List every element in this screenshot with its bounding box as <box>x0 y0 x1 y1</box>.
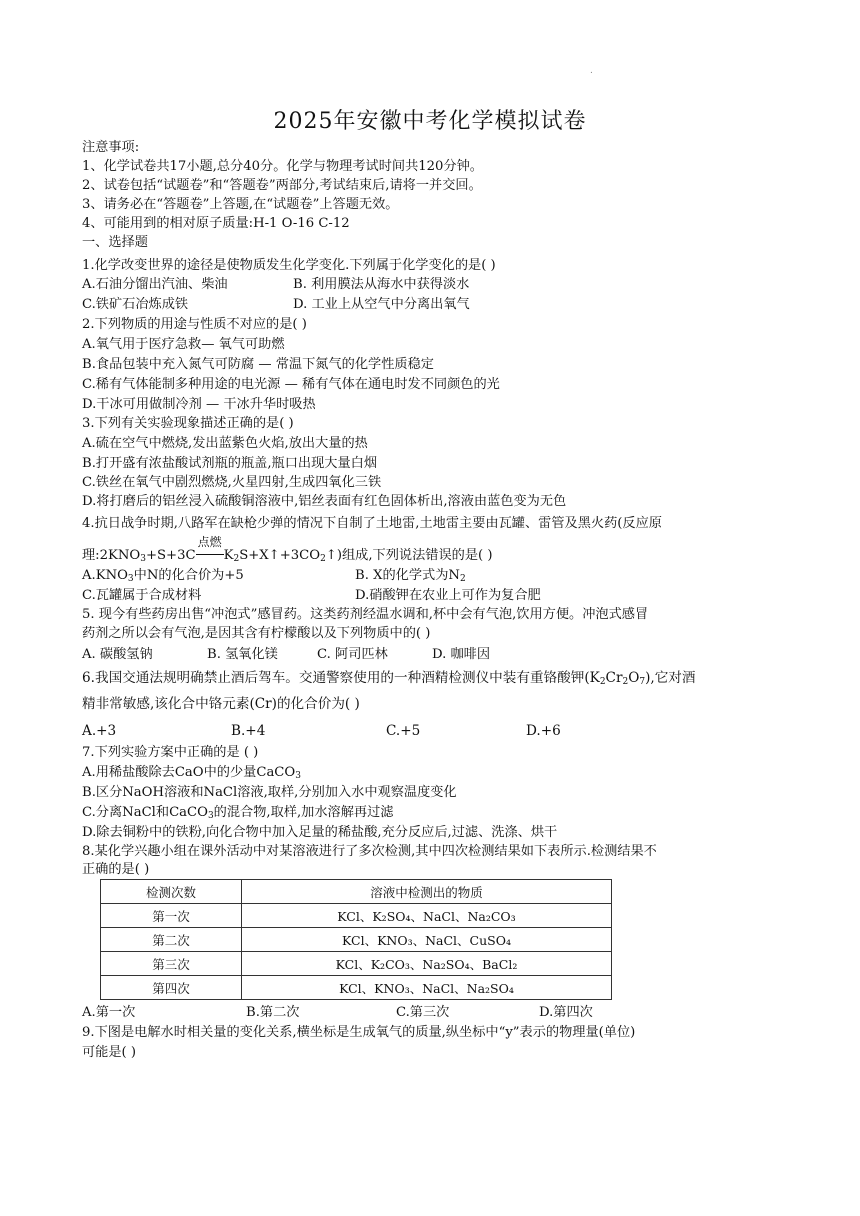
q1-option-c: C.铁矿石冶炼成铁 <box>82 297 189 312</box>
q6-option-c: C.+5 <box>386 723 421 739</box>
notes-heading: 注意事项: <box>82 140 140 155</box>
q4-sub: 3 <box>140 554 146 564</box>
q7-stem: 7.下列实验方案中正确的是 ( ) <box>82 745 259 760</box>
q4-sub: 2 <box>459 574 466 584</box>
q7-sub: 3 <box>295 771 301 781</box>
table-cell: 第三次 <box>101 952 242 976</box>
page-title: 2025年安徽中考化学模拟试卷 <box>273 109 587 134</box>
q4-option-b-text: B. X的化学式为N <box>355 568 460 583</box>
note-item: 1、化学试卷共17小题,总分40分。化学与物理考试时间共120分钟。 <box>82 159 483 174</box>
q1-option-b: B. 利用膜法从海水中获得淡水 <box>293 277 470 292</box>
table-cell: 第四次 <box>101 976 242 1000</box>
q3-stem: 3.下列有关实验现象描述正确的是( ) <box>82 416 294 431</box>
q8-option-b: B.第二次 <box>246 1005 300 1020</box>
q6-stem-line2: 精非常敏感,该化合中铬元素(Cr)的化合价为( ) <box>82 696 360 712</box>
q6-sub: 7 <box>639 677 646 687</box>
q4-sub: 2 <box>320 554 326 564</box>
q4-sub: 3 <box>127 574 134 584</box>
q8-stem-line2: 正确的是( ) <box>82 862 150 877</box>
q7-option-d: D.除去铜粉中的铁粉,向化合物中加入足量的稀盐酸,充分反应后,过滤、洗涤、烘干 <box>82 825 558 840</box>
q4-option-c: C.瓦罐属于合成材料 <box>82 588 202 603</box>
q8-option-d: D.第四次 <box>539 1005 593 1020</box>
q8-option-a: A.第一次 <box>82 1005 136 1020</box>
q7-option-a-text: A.用稀盐酸除去CaO中的少量CaCO <box>82 765 296 780</box>
note-item: 2、试卷包括“试题卷”和“答题卷”两部分,考试结束后,请将一并交回。 <box>82 178 482 193</box>
table-header: 检测次数 <box>101 880 242 904</box>
q9-stem-line1: 9.下图是电解水时相关量的变化关系,横坐标是生成氧气的质量,纵坐标中“y”表示的物理量(单位) <box>82 1025 636 1040</box>
note-item: 3、请务必在“答题卷”上答题,在“试题卷”上答题无效。 <box>82 197 399 212</box>
q6-formula-o: O <box>628 670 640 686</box>
q5-stem-line1: 5. 现今有些药房出售“冲泡式”感冒药。这类药剂经温水调和,杯中会有气泡,饮用方便。冲泡式感冒 <box>82 607 649 622</box>
q4-equation-products: S+X↑+3CO <box>239 548 321 563</box>
table-row <box>101 952 612 976</box>
q4-stem-line1: 4.抗日战争时期,八路军在缺枪少弹的情况下自制了土地雷,土地雷主要由瓦罐、雷管及黑火药(反应原 <box>82 516 662 531</box>
q8-stem-line1: 8.某化学兴趣小组在课外活动中对某溶液进行了多次检测,其中四次检测结果如下表所示.检测结果不 <box>82 844 657 859</box>
q2-option-b: B.食品包装中充入氮气可防腐 — 常温下氮气的化学性质稳定 <box>82 357 434 372</box>
q6-sub: 2 <box>622 677 629 687</box>
table-row <box>101 976 612 1000</box>
table-cell: 第一次 <box>101 904 242 928</box>
q7-sub: 3 <box>207 811 214 821</box>
q4-condition-arrow <box>196 554 224 555</box>
q5-option-d: D. 咖啡因 <box>432 647 491 662</box>
q6-stem-line1 <box>82 668 695 692</box>
table-row <box>101 904 612 928</box>
q2-option-d: D.干冰可用做制冷剂 — 干冰升华时吸热 <box>82 397 316 412</box>
q3-option-c: C.铁丝在氧气中剧烈燃烧,火星四射,生成四氧化三铁 <box>82 475 382 490</box>
q1-option-a: A.石油分馏出汽油、柴油 <box>82 277 228 292</box>
table-cell: KCl、K₂SO₄、NaCl、Na₂CO₃ <box>242 904 612 928</box>
q1-option-d: D. 工业上从空气中分离出氧气 <box>293 297 470 312</box>
table-cell: 第二次 <box>101 928 242 952</box>
q4-equation-left: 理:2KNO <box>82 548 141 563</box>
q6-option-b: B.+4 <box>231 723 266 739</box>
table-cell: KCl、KNO₃、NaCl、Na₂SO₄ <box>242 976 612 1000</box>
q7-option-c-text: C.分离NaCl和CaCO <box>82 805 208 820</box>
q4-option-d: D.硝酸钾在农业上可作为复合肥 <box>355 588 541 603</box>
q6-sub: 2 <box>599 677 606 687</box>
q5-stem-line2: 药剂之所以会有气泡,是因其含有柠檬酸以及下列物质中的( ) <box>82 626 431 641</box>
q4-option-a-text: 中N的化合价为+5 <box>133 568 244 583</box>
table-header: 溶液中检测出的物质 <box>242 880 612 904</box>
q4-option-a-text: A.KNO <box>82 568 128 583</box>
q5-option-b: B. 氢氧化镁 <box>207 647 278 662</box>
q3-option-d: D.将打磨后的铝丝浸入硫酸铜溶液中,铝丝表面有红色固体析出,溶液由蓝色变为无色 <box>82 494 567 509</box>
q5-option-c: C. 阿司匹林 <box>317 647 388 662</box>
q4-k: K <box>223 548 234 563</box>
table-header-row <box>101 880 612 904</box>
table-row <box>101 928 612 952</box>
q4-condition-label: 点燃 <box>197 535 222 549</box>
note-item: 4、可能用到的相对原子质量:H-1 O-16 C-12 <box>82 216 350 231</box>
q4-equation-reactants: +S+3C <box>145 548 196 563</box>
q5-option-a: A. 碳酸氢钠 <box>82 647 153 662</box>
q4-stem-tail: ↑)组成,下列说法错误的是( ) <box>325 548 493 563</box>
q6-option-d: D.+6 <box>526 723 561 739</box>
q2-stem: 2.下列物质的用途与性质不对应的是( ) <box>82 317 307 332</box>
page-dot: . <box>590 66 593 76</box>
q4-condition <box>196 535 224 566</box>
q4-sub: 2 <box>233 554 240 564</box>
q3-option-b: B.打开盛有浓盐酸试剂瓶的瓶盖,瓶口出现大量白烟 <box>82 456 378 471</box>
table-cell: KCl、KNO₃、NaCl、CuSO₄ <box>242 928 612 952</box>
q2-option-c: C.稀有气体能制多种用途的电光源 — 稀有气体在通电时发不同颜色的光 <box>82 377 500 392</box>
table-cell: KCl、K₂CO₃、Na₂SO₄、BaCl₂ <box>242 952 612 976</box>
section-heading: 一、选择题 <box>82 235 148 250</box>
q8-option-c: C.第三次 <box>396 1005 450 1020</box>
q7-option-c-text: 的混合物,取样,加水溶解再过滤 <box>213 805 394 820</box>
q7-option-b: B.区分NaOH溶液和NaCl溶液,取样,分别加入水中观察温度变化 <box>82 785 457 800</box>
q6-formula-cr: Cr <box>605 670 623 686</box>
q6-option-a: A.+3 <box>82 723 117 739</box>
q8-table <box>100 879 612 1000</box>
q1-stem: 1.化学改变世界的途径是使物质发生化学变化.下列属于化学变化的是( ) <box>82 258 496 273</box>
q6-stem-text: 6.我国交通法规明确禁止酒后驾车。交通警察使用的一种酒精检测仪中装有重铬酸钾(K <box>82 670 600 686</box>
q2-option-a: A.氧气用于医疗急救— 氧气可助燃 <box>82 337 285 352</box>
q3-option-a: A.硫在空气中燃烧,发出蓝紫色火焰,放出大量的热 <box>82 436 368 451</box>
q9-stem-line2: 可能是( ) <box>82 1045 137 1060</box>
q6-stem-tail: ),它对酒 <box>645 670 696 686</box>
